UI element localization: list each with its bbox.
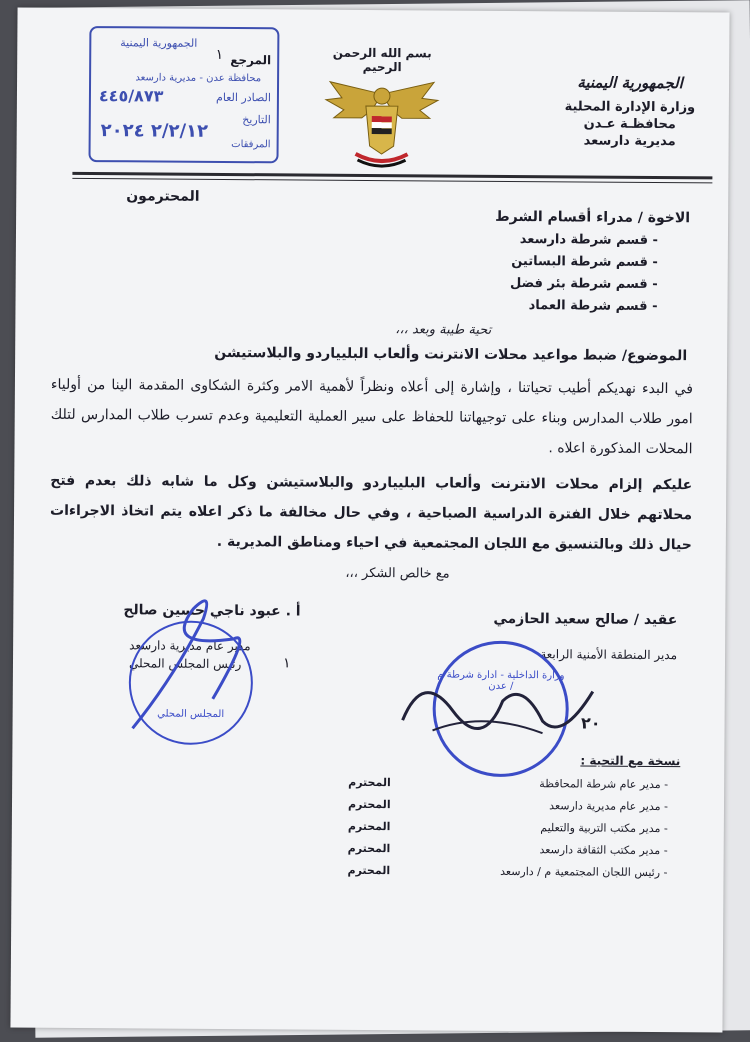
- list-item: - مدير عام مديرية دارسعد المحترم: [347, 797, 669, 814]
- seal-left-text: المجلس المحلي: [157, 708, 225, 720]
- list-item: - مدير مكتب التربية والتعليم المحترم: [347, 819, 668, 836]
- header-center: [316, 46, 447, 177]
- list-item: - مدير عام شرطة المحافظة المحترم: [348, 775, 669, 792]
- signature-right-scribble-icon: [392, 650, 633, 752]
- handwritten-date: ٢٠: [580, 713, 601, 733]
- header-district: مديرية دارسعد: [583, 133, 676, 150]
- list-item: - قسم شرطة بئر فضل: [509, 275, 658, 293]
- signatory-left-index: ١: [282, 655, 291, 672]
- greeting: تحية طيبة وبعد ،،،: [395, 322, 492, 338]
- addressee-title: الاخوة / مدراء أقسام الشرط: [495, 208, 691, 227]
- list-item: - قسم شرطة العماد: [528, 298, 658, 315]
- basmala: بسم الله الرحمن الرحيم: [332, 45, 432, 75]
- reference-stamp: [88, 26, 279, 163]
- header-governorate: محافظـة عـدن: [583, 116, 676, 133]
- stamp-outgoing-value: ٤٤٥/٨٧٣: [98, 86, 164, 106]
- signatory-left-title: مدير عام مديرية دارسعد: [129, 638, 251, 654]
- signatory-right-name: عقيد / صالح سعيد الحازمي: [493, 610, 678, 629]
- respected-label: المحترمون: [126, 188, 200, 205]
- header-right: [555, 73, 706, 149]
- cc-title: نسخة مع التحية :: [580, 753, 681, 769]
- header-country: الجمهورية اليمنية: [577, 73, 683, 93]
- stamp-attachments-label: المرفقات: [231, 139, 271, 151]
- stamp-republic: الجمهورية اليمنية: [120, 36, 198, 50]
- stamp-date-label: التاريخ: [242, 113, 271, 127]
- stamp-org: محافظة عدن - مديرية دارسعد: [135, 72, 262, 85]
- subject-line: الموضوع/ ضبط مواعيد محلات الانترنت وألعاب البليياردو والبلاستيشن: [214, 344, 688, 365]
- addressee-list: [457, 229, 658, 318]
- header-divider-thin: [72, 178, 712, 183]
- list-item: - رئيس اللجان المجتمعية م / دارسعد المحترم: [347, 863, 668, 880]
- cc-list: [347, 776, 668, 888]
- signatory-right-title: مدير المنطقة الأمنية الرابعة: [540, 647, 678, 663]
- stamp-date-value: ٢/٢/١٢ ٢٠٢٤: [100, 120, 209, 142]
- header-ministry: وزارة الإدارة المحلية: [564, 99, 696, 116]
- body-paragraph-2: عليكم إلزام محلات الانترنت وألعاب البليياردو والبلاستيشن وكل ما شابه ذلك بعدم فتح محلاتهم خلال الفترة الدراسية الصباحية ، وفي حال مخالفة ما ذكر اعلاه يتم اتخاذ الاجراءات حيال ذلك وبالتنسيق مع اللجان المجتمعية في احياء ومناطق المديرية .: [50, 472, 693, 554]
- signatory-left-name: أ . عبود ناجي حسين صالح: [123, 602, 301, 620]
- yemen-eagle-emblem-icon: [321, 74, 442, 173]
- stamp-outgoing-label: الصادر العام: [216, 90, 271, 105]
- list-item: - قسم شرطة البساتين: [511, 253, 658, 271]
- seal-right-text: وزارة الداخلية - ادارة شرطة م / عدن: [437, 669, 565, 693]
- stamp-ref-value: ١: [215, 46, 224, 63]
- list-item: - مدير مكتب الثقافة دارسعد المحترم: [347, 841, 668, 858]
- signature-left-scribble-icon: [112, 578, 263, 739]
- list-item: - قسم شرطة دارسعد: [519, 232, 659, 249]
- signatory-left-subtitle: رئيس المجلس المحلي: [128, 656, 242, 672]
- letter-page: [10, 8, 729, 1033]
- body-paragraph-1: في البدء نهديكم أطيب تحياتنا ، وإشارة إلى أعلاه ونظراً لأهمية الامر وكثرة الشكاوى المقدمة الينا من أولياء امور طلاب المدارس وبناء على توجيهاتنا للحفاظ على سير العملية التعليمية وعدم تسرب طلاب المدارس لتلك المحلات المذكورة اعلاه .: [50, 376, 693, 458]
- stamp-ref-label: المرجع: [230, 53, 272, 68]
- closing-line: مع خالص الشكر ،،،: [345, 565, 450, 582]
